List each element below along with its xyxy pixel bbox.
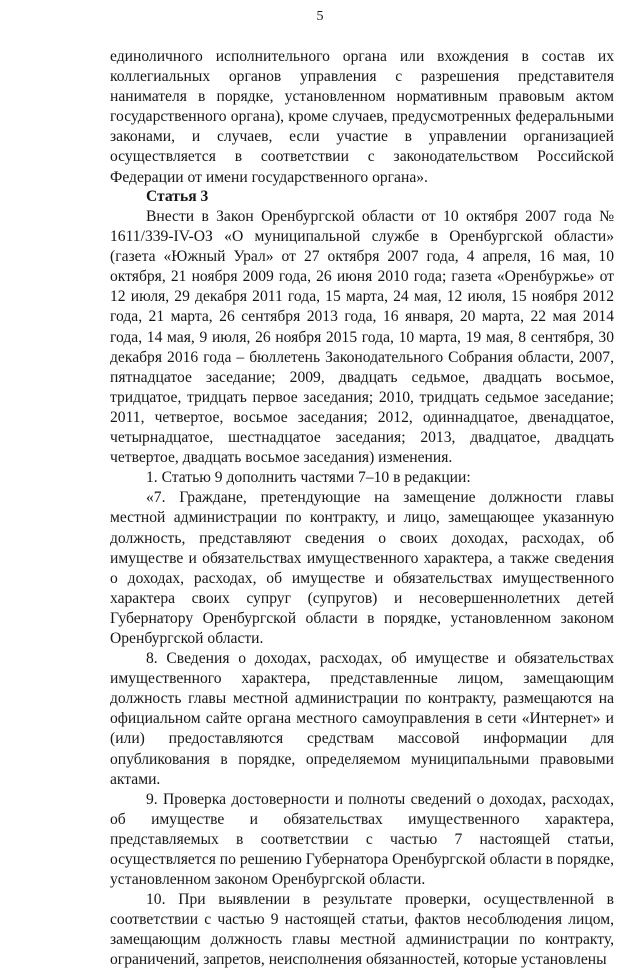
continuation-paragraph: единоличного исполнительного органа или вхождения в состав их коллегиальных органов управления с разрешения представителя нанимателя в порядке, установленном нормативным правовым актом государственного органа), кроме случаев, предусмотренных федеральными законами, и случаев, если участие в управлении организацией осуществляется в соответствии с законодательством Российской Федерации от имени государственного органа». <box>110 48 614 186</box>
article-heading: Статья 3 <box>146 188 209 205</box>
part-10-paragraph: 10. При выявлении в результате проверки, осуществленной в соответствии с частью 9 настоящей статьи, фактов несоблюдения лицом, замещающим должность главы местной администрации по контракту, ограничений, запретов, неисполнения обязанностей, которые установлены <box>110 891 614 969</box>
article-body <box>110 207 614 971</box>
article-intro-paragraph: Внести в Закон Оренбургской области от 10 октября 2007 года № 1611/339-IV-ОЗ «О муниципальной службе в Оренбургской области» (газета «Южный Урал» от 27 октября 2007 года, 4 апреля, 16 мая, 10 октября, 21 ноября 2009 года, 26 июня 2010 года; газета «Оренбуржье» от 12 июля, 29 декабря 2011 года, 15 марта, 24 мая, 12 июля, 15 ноября 2012 года, 21 марта, 26 сентября 2013 года, 16 января, 20 марта, 22 мая 2014 года, 14 мая, 9 июля, 26 ноября 2015 года, 10 марта, 19 мая, 8 сентября, 30 декабря 2016 года – бюллетень Законодательного Собрания области, 2007, пятнадцатое заседание; 2009, двадцать седьмое, двадцать восьмое, тридцатое, тридцать первое заседания; 2010, тридцать седьмое заседание; 2011, четвертое, восьмое заседания; 2012, одиннадцатое, двенадцатое, четырнадцатое, шестнадцатое заседания; 2013, двадцатое, двадцать четвертое, двадцать восьмое заседания) изменения. <box>110 208 614 467</box>
amendment-item-1: 1. Статью 9 дополнить частями 7–10 в редакции: <box>146 469 471 487</box>
part-9-paragraph: 9. Проверка достоверности и полноты сведений о доходах, расходах, об имуществе и обязательствах имущественного характера, представляемых в соответствии с частью 7 настоящей статьи, осуществляется по решению Губернатора Оренбургской области в порядке, установленном законом Оренбургской области. <box>110 790 614 889</box>
part-8-paragraph: 8. Сведения о доходах, расходах, об имуществе и обязательствах имущественного характера, представленные лицом, замещающим должность главы местной администрации по контракту, размещаются на официальном сайте органа местного самоуправления в сети «Интернет» и (или) предоставляются средствам массовой информации для опубликования в порядке, определяемом муниципальными правовыми актами. <box>110 650 614 788</box>
page-number: 5 <box>316 9 324 24</box>
continuation-section <box>110 47 614 188</box>
part-7-paragraph: «7. Граждане, претендующие на замещение должности главы местной администрации по контракту, и лицо, замещающее указанную должность, представляют сведения о своих доходах, расходах, об имуществе и обязательствах имущественного характера, а также сведения о доходах, расходах, об имуществе и обязательствах имущественного характера своих супруг (супругов) и несовершеннолетних детей Губернатору Оренбургской области в порядке, установленном законом Оренбургской области. <box>110 489 614 647</box>
